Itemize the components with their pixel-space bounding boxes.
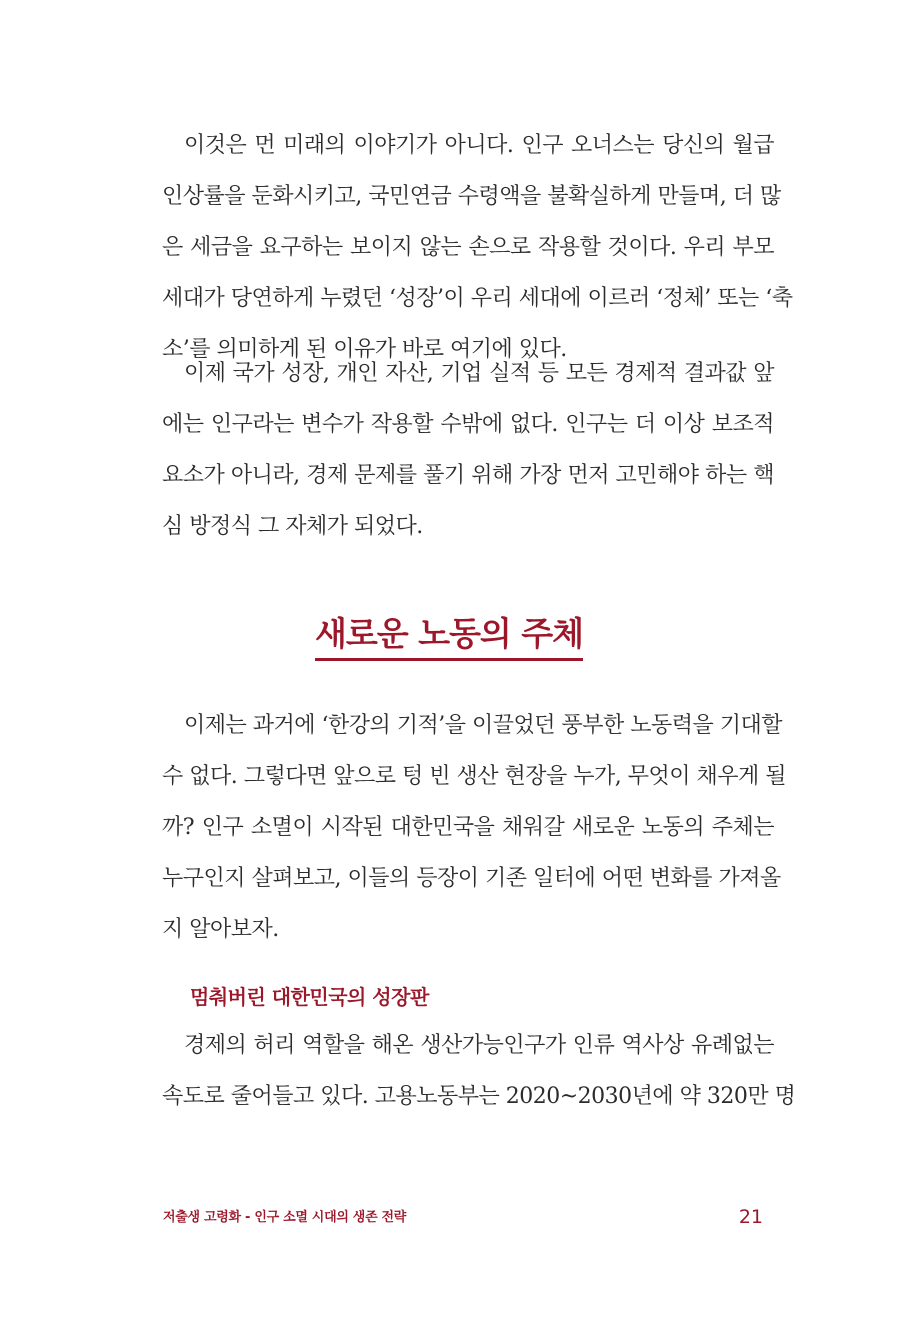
section-heading: 새로운 노동의 주체 [315,612,583,661]
paragraph-4 [162,1020,796,1122]
paragraph-line: 이제 국가 성장, 개인 자산, 기업 실적 등 모든 경제적 결과값 앞 [184,361,774,386]
paragraph-line: 세대가 당연하게 누렸던 ‘성장’이 우리 세대에 이르러 ‘정체’ 또는 ‘축 [162,286,793,311]
paragraph-2 [162,348,774,552]
paragraph-line: 소’를 의미하게 된 이유가 바로 여기에 있다. [162,337,567,362]
paragraph-line: 수 없다. 그렇다면 앞으로 텅 빈 생산 현장을 누가, 무엇이 채우게 될 [162,764,786,789]
sub-heading: 멈춰버린 대한민국의 성장판 [190,985,429,1009]
paragraph-line: 심 방정식 그 자체가 되었다. [162,514,423,539]
paragraph-1 [162,120,793,375]
paragraph-line: 에는 인구라는 변수가 작용할 수밖에 없다. 인구는 더 이상 보조적 [162,412,774,437]
paragraph-3 [162,700,786,955]
paragraph-line: 경제의 허리 역할을 해온 생산가능인구가 인류 역사상 유례없는 [184,1033,774,1058]
paragraph-line: 요소가 아니라, 경제 문제를 풀기 위해 가장 먼저 고민해야 하는 핵 [162,463,774,488]
footer-book-title: 저출생 고령화 - 인구 소멸 시대의 생존 전략 [163,1210,407,1225]
paragraph-line: 이제는 과거에 ‘한강의 기적’을 이끌었던 풍부한 노동력을 기대할 [184,713,782,738]
paragraph-line: 누구인지 살펴보고, 이들의 등장이 기존 일터에 어떤 변화를 가져올 [162,866,781,891]
paragraph-line: 인상률을 둔화시키고, 국민연금 수령액을 불확실하게 만들며, 더 많 [162,184,781,209]
paragraph-line: 까? 인구 소멸이 시작된 대한민국을 채워갈 새로운 노동의 주체는 [162,815,774,840]
paragraph-line: 은 세금을 요구하는 보이지 않는 손으로 작용할 것이다. 우리 부모 [162,235,774,260]
paragraph-line: 이것은 먼 미래의 이야기가 아니다. 인구 오너스는 당신의 월급 [184,133,774,158]
section-heading-wrapper [0,612,898,661]
paragraph-line: 속도로 줄어들고 있다. 고용노동부는 2020~2030년에 약 320만 명 [162,1084,796,1109]
page-number: 21 [738,1206,763,1228]
paragraph-line: 지 알아보자. [162,917,279,942]
